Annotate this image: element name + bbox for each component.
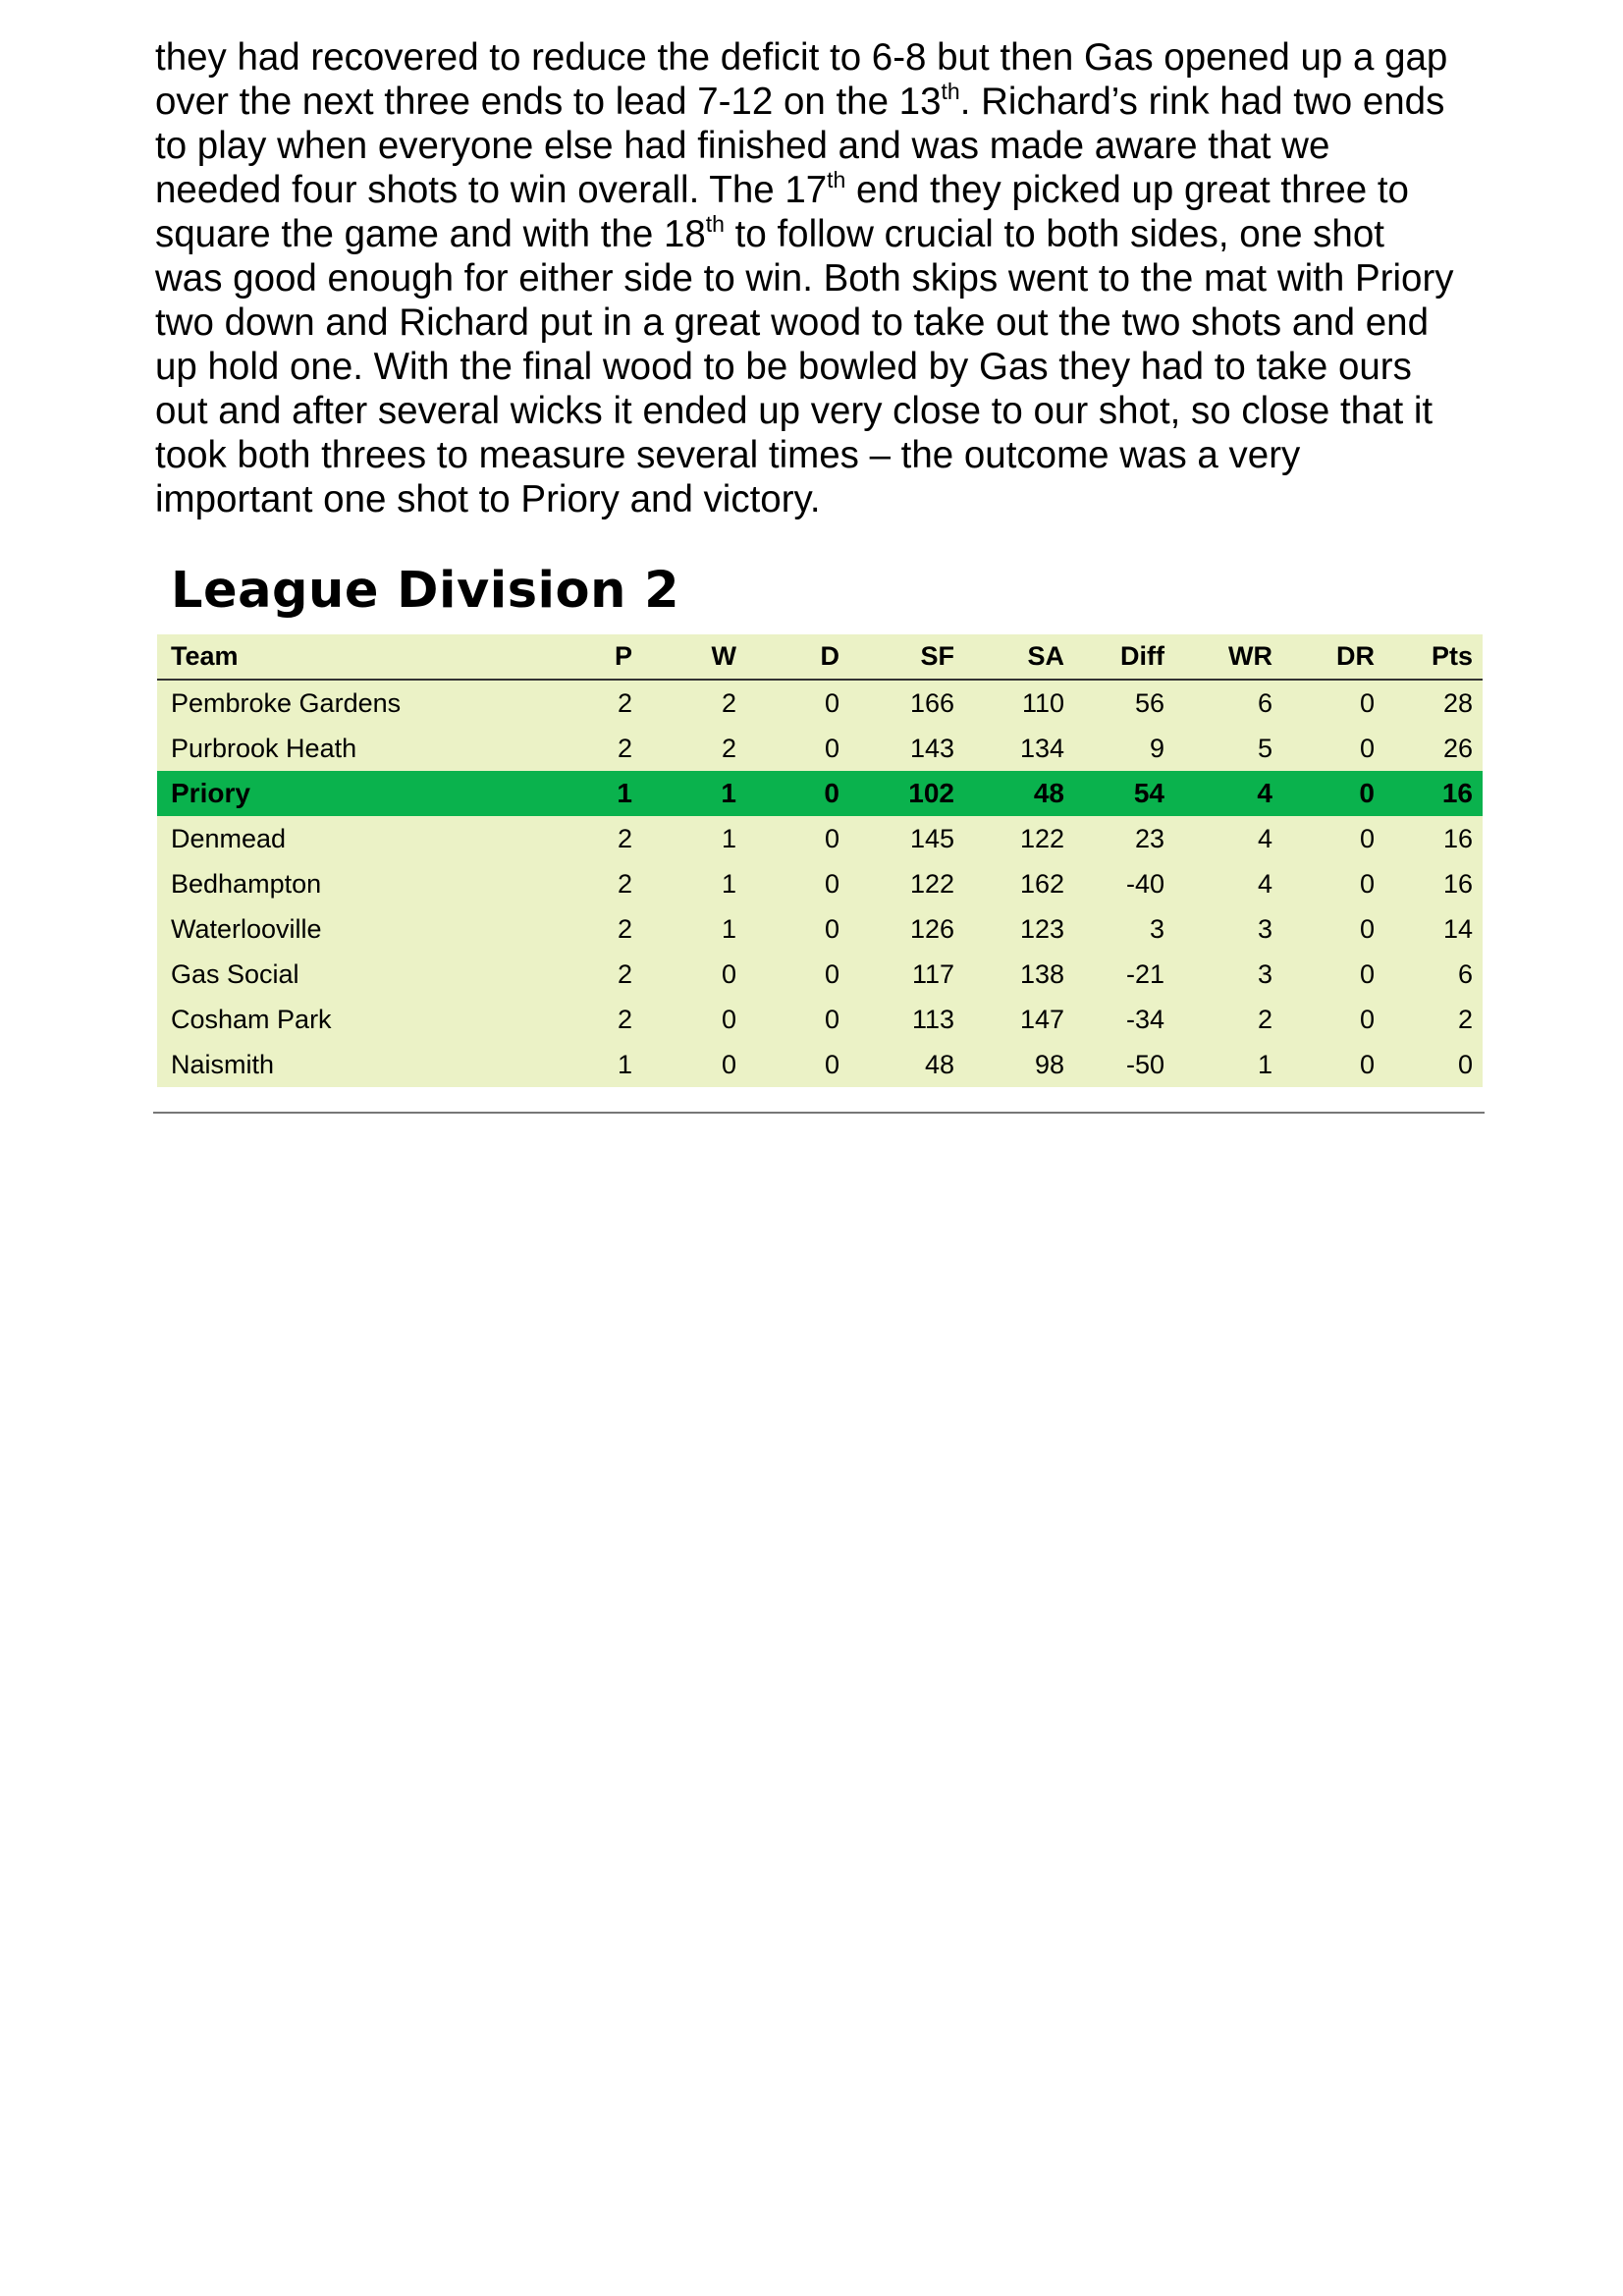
ordinal-suffix: th (705, 211, 725, 237)
cell-rinks-won: 4 (1257, 868, 1272, 899)
cell-shots-for: 122 (909, 868, 954, 899)
cell-won: 1 (721, 868, 736, 899)
cell-difference: 56 (1134, 687, 1164, 718)
column-header-shots-for: SF (875, 634, 990, 680)
cell-difference: -50 (1125, 1049, 1164, 1079)
column-header-won: W (666, 634, 770, 680)
table-row (157, 906, 1483, 952)
cell-drawn: 0 (824, 823, 839, 853)
cell-played: 2 (617, 823, 632, 853)
cell-drawn: 0 (824, 687, 839, 718)
table-header-row (157, 634, 1483, 680)
column-header-rinks-won: WR (1202, 634, 1308, 680)
table-row (157, 861, 1483, 906)
cell-won: 1 (721, 913, 736, 944)
ordinal-suffix: th (827, 167, 846, 192)
cell-rinks-won: 2 (1257, 1004, 1272, 1034)
cell-rinks-drawn: 0 (1359, 687, 1375, 718)
cell-points: 2 (1457, 1004, 1473, 1034)
cell-shots-for: 48 (924, 1049, 954, 1079)
cell-rinks-drawn: 0 (1359, 958, 1375, 989)
table-row (157, 771, 1483, 816)
text-line: important one shot to Priory and victory. (155, 478, 821, 520)
cell-won: 0 (721, 1004, 736, 1034)
cell-team-name: Denmead (171, 823, 287, 853)
cell-points: 28 (1442, 687, 1473, 718)
cell-points: 26 (1442, 733, 1473, 763)
cell-rinks-won: 5 (1257, 733, 1272, 763)
cell-rinks-drawn: 0 (1359, 1004, 1375, 1034)
cell-rinks-won: 4 (1257, 823, 1272, 853)
cell-rinks-drawn: 0 (1359, 1049, 1375, 1079)
cell-points: 16 (1414, 771, 1483, 816)
cell-drawn: 0 (824, 958, 839, 989)
cell-shots-for: 126 (909, 913, 954, 944)
cell-played: 2 (617, 687, 632, 718)
cell-team-name: Gas Social (171, 958, 299, 989)
cell-rinks-won: 1 (1257, 1049, 1272, 1079)
cell-rinks-drawn: 0 (1359, 733, 1375, 763)
ordinal-suffix: th (941, 79, 960, 104)
cell-team-name: Naismith (171, 1049, 275, 1079)
cell-rinks-won: 3 (1257, 958, 1272, 989)
column-header-points: Pts (1414, 634, 1483, 680)
cell-difference: -40 (1125, 868, 1164, 899)
cell-team-name: Priory (157, 771, 568, 816)
cell-team-name: Pembroke Gardens (171, 687, 402, 718)
bottom-rule (153, 1112, 1485, 1114)
cell-shots-against: 48 (990, 771, 1096, 816)
cell-played: 2 (617, 868, 632, 899)
table-row (157, 680, 1483, 726)
cell-shots-against: 134 (1019, 733, 1064, 763)
cell-shots-for: 113 (911, 1004, 954, 1034)
text-line: two down and Richard put in a great wood to take out the two shots and end (155, 301, 1430, 344)
table-row (157, 816, 1483, 861)
text-line: they had recovered to reduce the deficit to 6-8 but then Gas opened up a gap (155, 36, 1448, 79)
cell-drawn: 0 (824, 1004, 839, 1034)
cell-won: 0 (721, 958, 736, 989)
cell-shots-for: 102 (875, 771, 990, 816)
cell-played: 2 (617, 733, 632, 763)
text-fragment: to follow crucial to both sides, one shot (724, 213, 1384, 255)
text-line: to play when everyone else had finished and was made aware that we (155, 125, 1330, 167)
column-header-drawn: D (770, 634, 875, 680)
cell-won: 1 (721, 823, 736, 853)
cell-shots-against: 122 (1019, 823, 1064, 853)
cell-rinks-drawn: 0 (1359, 868, 1375, 899)
cell-won: 2 (721, 687, 736, 718)
cell-rinks-won: 3 (1257, 913, 1272, 944)
cell-rinks-drawn: 0 (1359, 823, 1375, 853)
cell-drawn: 0 (770, 771, 875, 816)
cell-drawn: 0 (824, 1049, 839, 1079)
cell-shots-against: 98 (1034, 1049, 1064, 1079)
match-report-paragraph (155, 35, 1500, 521)
cell-difference: 54 (1096, 771, 1202, 816)
cell-points: 16 (1442, 868, 1473, 899)
cell-points: 14 (1442, 913, 1473, 944)
cell-shots-against: 138 (1019, 958, 1064, 989)
cell-difference: 23 (1134, 823, 1164, 853)
text-line: up hold one. With the final wood to be bowled by Gas they had to take ours (155, 346, 1412, 388)
text-fragment: over the next three ends to lead 7-12 on the 13 (155, 81, 942, 123)
cell-played: 1 (568, 771, 666, 816)
cell-team-name: Purbrook Heath (171, 733, 357, 763)
league-title: League Division 2 (171, 562, 680, 620)
cell-shots-against: 162 (1019, 868, 1064, 899)
cell-rinks-drawn: 0 (1359, 913, 1375, 944)
cell-rinks-won: 4 (1202, 771, 1308, 816)
cell-rinks-won: 6 (1257, 687, 1272, 718)
cell-played: 2 (617, 1004, 632, 1034)
cell-shots-for: 143 (909, 733, 954, 763)
cell-points: 0 (1457, 1049, 1473, 1079)
column-header-team: Team (157, 634, 568, 680)
cell-difference: 9 (1149, 733, 1164, 763)
cell-drawn: 0 (824, 733, 839, 763)
cell-shots-against: 110 (1021, 687, 1064, 718)
cell-points: 16 (1442, 823, 1473, 853)
cell-team-name: Cosham Park (171, 1004, 332, 1034)
cell-played: 2 (617, 958, 632, 989)
table-row (157, 1042, 1483, 1087)
table-row (157, 997, 1483, 1042)
text-line (155, 212, 1500, 256)
cell-won: 1 (666, 771, 770, 816)
cell-drawn: 0 (824, 868, 839, 899)
text-fragment: . Richard’s rink had two ends (959, 81, 1445, 123)
text-line (155, 80, 1500, 124)
cell-difference: -34 (1125, 1004, 1164, 1034)
text-line: took both threes to measure several times – the outcome was a very (155, 434, 1301, 476)
cell-played: 2 (617, 913, 632, 944)
text-fragment: needed four shots to win overall. The 17 (155, 169, 828, 211)
column-header-rinks-drawn: DR (1308, 634, 1414, 680)
cell-played: 1 (617, 1049, 632, 1079)
cell-shots-against: 147 (1019, 1004, 1064, 1034)
column-header-played: P (568, 634, 666, 680)
cell-rinks-drawn: 0 (1308, 771, 1414, 816)
cell-shots-for: 166 (909, 687, 954, 718)
cell-team-name: Waterlooville (171, 913, 322, 944)
text-line: out and after several wicks it ended up very close to our shot, so close that it (155, 390, 1434, 432)
cell-shots-for: 145 (909, 823, 954, 853)
cell-won: 0 (721, 1049, 736, 1079)
text-line (155, 168, 1500, 212)
cell-difference: -21 (1125, 958, 1164, 989)
league-table (157, 634, 1483, 1087)
cell-difference: 3 (1149, 913, 1164, 944)
cell-shots-against: 123 (1019, 913, 1064, 944)
text-fragment: end they picked up great three to (845, 169, 1409, 211)
table-row (157, 952, 1483, 997)
text-fragment: square the game and with the 18 (155, 213, 706, 255)
column-header-difference: Diff (1096, 634, 1202, 680)
cell-points: 6 (1457, 958, 1473, 989)
cell-team-name: Bedhampton (171, 868, 322, 899)
text-line: was good enough for either side to win. Both skips went to the mat with Priory (155, 257, 1454, 300)
column-header-shots-against: SA (990, 634, 1096, 680)
cell-drawn: 0 (824, 913, 839, 944)
cell-shots-for: 117 (911, 958, 954, 989)
cell-won: 2 (721, 733, 736, 763)
table-row (157, 726, 1483, 771)
